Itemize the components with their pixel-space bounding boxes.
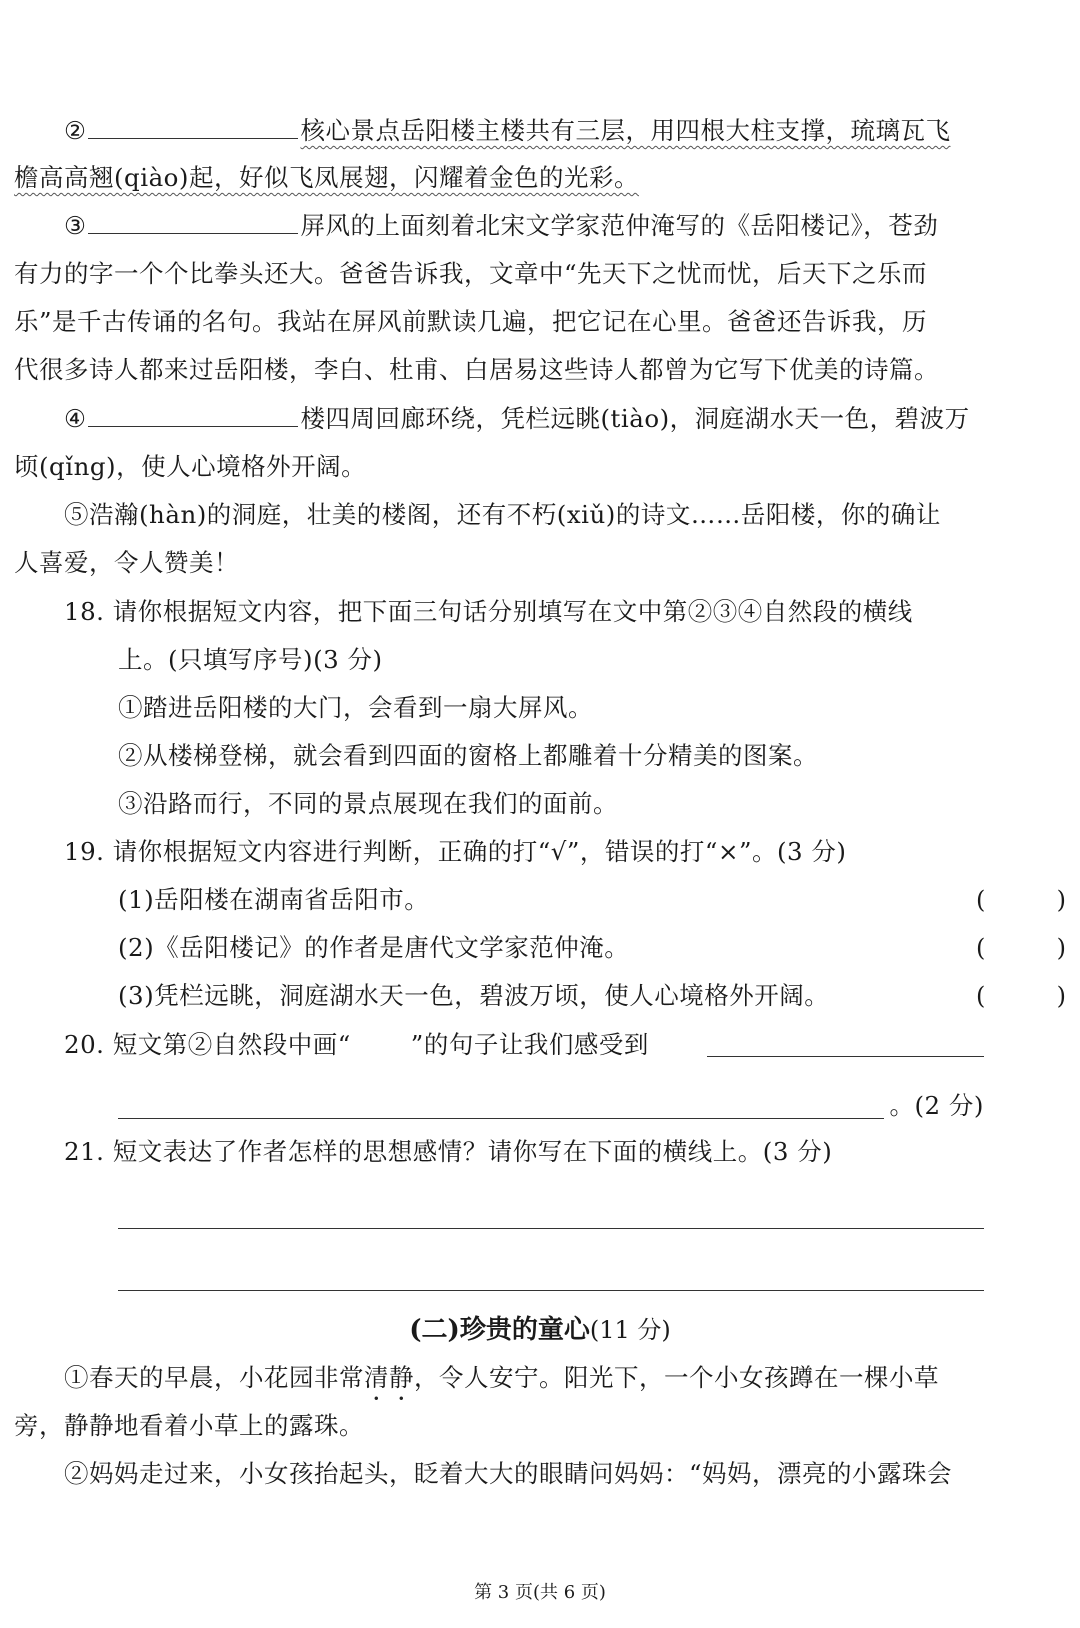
q19-stem: [64, 832, 1066, 872]
q21-stem: [64, 1132, 1066, 1172]
answer-line[interactable]: [118, 1228, 984, 1229]
para-number: ③: [64, 211, 87, 240]
answer-blank[interactable]: [88, 112, 298, 139]
section2-p1-line1: [64, 1358, 1066, 1398]
dotted-emphasis-word: 清静: [364, 1363, 414, 1392]
q18-stem: [64, 592, 1066, 632]
passage-p3-line2: 有力的字一个个比拳头还大。爸爸告诉我，文章中“先天下之忧而忧，后天下之乐而: [14, 259, 928, 288]
answer-parentheses[interactable]: [976, 880, 1066, 920]
q20-stem: [64, 1025, 1066, 1065]
section2-p1-line2: 旁，静静地看着小草上的露珠。: [14, 1411, 364, 1440]
q20-score: 。(2 分): [889, 1091, 984, 1120]
section-title-text: (二)珍贵的童心: [409, 1315, 590, 1345]
wavy-line-sample: [351, 1025, 411, 1065]
answer-blank[interactable]: [88, 400, 298, 427]
judgement-statement: (3)凭栏远眺，洞庭湖水天一色，碧波万顷，使人心境格外开阔。: [118, 981, 830, 1010]
q18-option-3: ③沿路而行，不同的景点展现在我们的面前。: [118, 789, 618, 818]
answer-blank[interactable]: [88, 207, 298, 234]
passage-p3-line3: 乐”是千古传诵的名句。我站在屏风前默读几遍，把它记在心里。爸爸还告诉我，历: [14, 307, 928, 336]
judgement-statement: (1)岳阳楼在湖南省岳阳市。: [118, 885, 430, 914]
question-text: ”的句子让我们感受到: [410, 1030, 649, 1059]
para-number: ②: [64, 116, 87, 145]
wavy-underlined-text: 核心景点岳阳楼主楼共有三层，用四根大柱支撑，琉璃瓦飞: [300, 116, 951, 145]
answer-line[interactable]: [118, 1290, 984, 1291]
passage-p3-line4: 代很多诗人都来过岳阳楼，李白、杜甫、白居易这些诗人都曾为它写下优美的诗篇。: [14, 355, 939, 384]
question-number: 21.: [64, 1137, 105, 1166]
passage-p5-line1: ⑤浩瀚(hàn)的洞庭，壮美的楼阁，还有不朽(xiǔ)的诗文……岳阳楼，你的确让: [64, 500, 941, 529]
passage-p4-line2: 顷(qǐng)，使人心境格外开阔。: [14, 452, 367, 481]
wavy-underlined-text: 檐高高翘(qiào)起，好似飞凤展翅，闪耀着金色的光彩。: [14, 163, 639, 192]
question-number: 19.: [64, 837, 105, 866]
question-text: 请你根据短文内容，把下面三句话分别填写在文中第②③④自然段的横线: [112, 597, 913, 626]
paren-close: ): [1056, 982, 1066, 1010]
passage-text: ，令人安宁。阳光下，一个小女孩蹲在一棵小草: [414, 1363, 939, 1392]
answer-parentheses[interactable]: [976, 928, 1066, 968]
answer-line[interactable]: [707, 1056, 984, 1057]
answer-parentheses[interactable]: [976, 976, 1066, 1016]
passage-text: ①春天的早晨，小花园非常: [64, 1363, 364, 1392]
q19-item-3: [118, 976, 1066, 1016]
section-score: (11 分): [589, 1316, 671, 1344]
q18-option-2: ②从楼梯登梯，就会看到四面的窗格上都雕着十分精美的图案。: [118, 741, 818, 770]
judgement-statement: (2)《岳阳楼记》的作者是唐代文学家范仲淹。: [118, 933, 630, 962]
q19-item-1: [118, 880, 1066, 920]
paren-open: (: [976, 982, 986, 1010]
para-number: ④: [64, 404, 87, 433]
question-text: 短文第②自然段中画“: [112, 1030, 351, 1059]
passage-text: 屏风的上面刻着北宋文学家范仲淹写的《岳阳楼记》，苍劲: [300, 211, 939, 240]
passage-p2-line1: [64, 111, 1066, 151]
paren-open: (: [976, 886, 986, 914]
q18-stem-line2: 上。(只填写序号)(3 分): [118, 645, 383, 674]
paren-close: ): [1056, 934, 1066, 962]
section-title: [0, 1308, 1080, 1352]
page-footer: 第 3 页(共 6 页): [474, 1582, 606, 1603]
passage-p4-line1: [64, 399, 1066, 439]
question-number: 20.: [64, 1030, 105, 1059]
passage-p5-line2: 人喜爱，令人赞美！: [14, 548, 239, 577]
question-number: 18.: [64, 597, 105, 626]
passage-text: 楼四周回廊环绕，凭栏远眺(tiào)，洞庭湖水天一色，碧波万: [300, 404, 970, 433]
passage-p2-line2: [14, 158, 1066, 198]
section2-p2-line1: ②妈妈走过来，小女孩抬起头，眨着大大的眼睛问妈妈：“妈妈，漂亮的小露珠会: [64, 1459, 953, 1488]
q18-option-1: ①踏进岳阳楼的大门，会看到一扇大屏风。: [118, 693, 593, 722]
passage-p3-line1: [64, 206, 1066, 246]
q19-item-2: [118, 928, 1066, 968]
paren-open: (: [976, 934, 986, 962]
question-text: 请你根据短文内容进行判断，正确的打“√”，错误的打“×”。(3 分): [112, 837, 847, 866]
question-text: 短文表达了作者怎样的思想感情？请你写在下面的横线上。(3 分): [112, 1137, 833, 1166]
paren-close: ): [1056, 886, 1066, 914]
answer-line[interactable]: [118, 1118, 884, 1119]
